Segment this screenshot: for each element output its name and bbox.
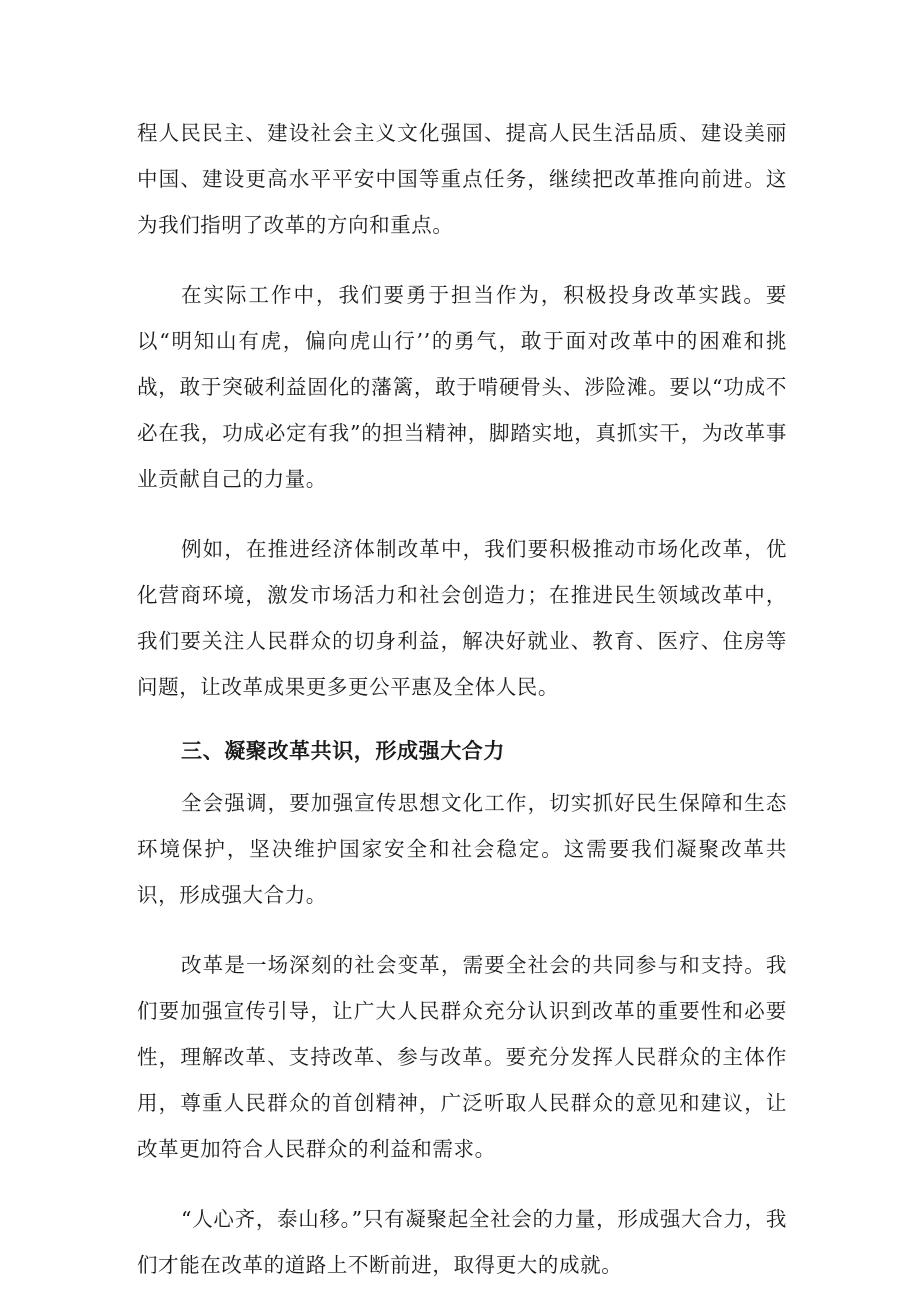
paragraph-plenary-emphasis: 全会强调，要加强宣传思想文化工作，切实抓好民生保障和生态环境保护，坚决维护国家安全和社会稳定。这需要我们凝聚改革共识，形成强大合力。 xyxy=(137,791,787,907)
paragraph-example: 例如，在推进经济体制改革中，我们要积极推动市场化改革，优化营商环境，激发市场活力和社会创造力；在推进民生领域改革中，我们要关注人民群众的切身利益，解决好就业、教育、医疗、住房等问题，让改革成果更多更公平惠及全体人民。 xyxy=(137,537,787,699)
section-heading-three: 三、凝聚改革共识，形成强大合力 xyxy=(181,739,505,763)
document-body xyxy=(137,110,787,1288)
paragraph-social-reform: 改革是一场深刻的社会变革，需要全社会的共同参与和支持。我们要加强宣传引导，让广大人民群众充分认识到改革的重要性和必要性，理解改革、支持改革、参与改革。要充分发挥人民群众的主体作用，尊重人民群众的首创精神，广泛听取人民群众的意见和建议，让改革更加符合人民群众的利益和需求。 xyxy=(137,953,787,1161)
paragraph-unity: “人心齐，泰山移。”只有凝聚起全社会的力量，形成强大合力，我们才能在改革的道路上不断前进，取得更大的成就。 xyxy=(137,1207,787,1277)
paragraph-practical-work: 在实际工作中，我们要勇于担当作为，积极投身改革实践。要以“明知山有虎，偏向虎山行’’的勇气，敢于面对改革中的困难和挑战，敢于突破利益固化的藩篱，敢于啃硬骨头、涉险滩。要以“功成不必在我，功成必定有我”的担当精神，脚踏实地，真抓实干，为改革事业贡献自己的力量。 xyxy=(137,283,787,491)
paragraph-continuation: 程人民民主、建设社会主义文化强国、提高人民生活品质、建设美丽中国、建设更高水平平安中国等重点任务，继续把改革推向前进。这为我们指明了改革的方向和重点。 xyxy=(137,121,787,237)
